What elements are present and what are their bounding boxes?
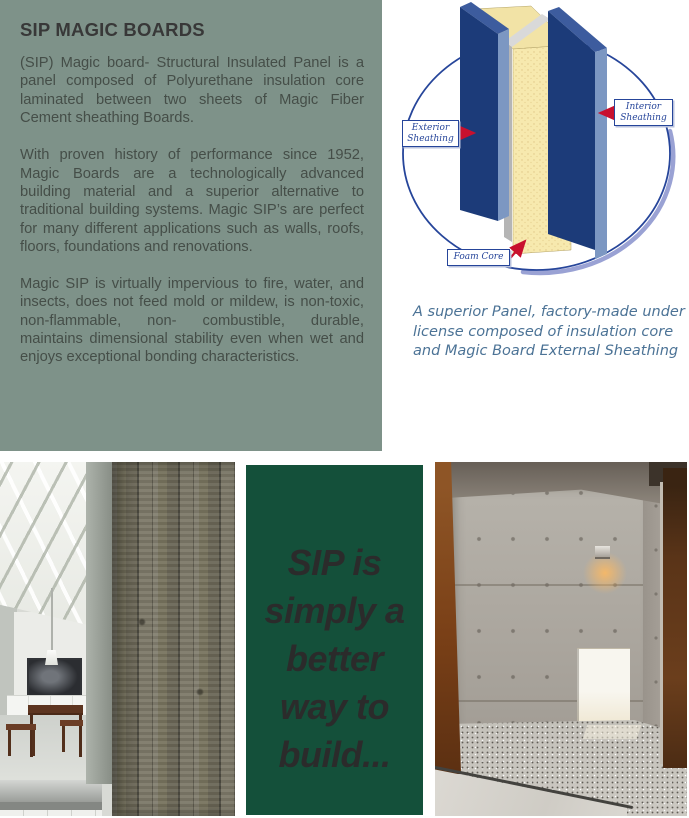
concrete-column [86,462,114,784]
wall-sconce [595,546,610,559]
photo-concrete-entry [435,462,687,816]
info-paragraph-1: (SIP) Magic board- Structural Insulated Panel is a panel composed of Polyurethane insulation core laminated between two sheets of Magic Fiber Cement sheathing Boards. [20,55,364,127]
right-wood-door [663,468,687,768]
exterior-sheathing-face [460,7,498,221]
quote-line-3: better [285,638,384,679]
info-panel [0,0,382,451]
bench-leg [8,730,11,756]
diagram-caption: A superior Panel, factory-made under license composed of insulation core and Magic Board External Sheathing [413,304,685,359]
quote-line-1: SIP is [287,542,382,583]
light-pool [583,725,642,739]
interior-sheathing-label: Interior Sheathing [614,99,673,126]
quote-line-5: build... [278,734,391,775]
exterior-sheathing-label: Exterior Sheathing [402,120,459,147]
quote-line-4: way to [279,686,390,727]
interior-sheathing-edge [595,48,607,259]
quote-panel [246,465,423,815]
bench-leg [32,730,35,756]
pendant-cord [51,588,53,652]
quote-line-2: simply a [264,590,405,631]
page-title: SIP MAGIC BOARDS [20,19,205,40]
sip-panel-diagram-art [388,2,688,302]
wood-plank-wall [112,462,235,816]
info-paragraph-3: Magic SIP is virtually impervious to fire, water, and insects, does not feed mold or mildew, is non-toxic, non-flammable, non- combustible, durable, maintains dimensional stability even when wet and enjoys exceptional bonding characteristics. [20,276,364,366]
dining-table [28,705,83,715]
sip-panel-diagram [388,2,688,302]
foam-core-label: Foam Core [447,249,510,266]
exterior-sheathing-edge [498,29,509,221]
step-face [0,802,102,810]
tile-strip [0,810,102,816]
interior-sheathing-face [548,11,595,250]
lit-doorway-opening [577,648,630,726]
info-paragraph-2: With proven history of performance since 1952, Magic Boards are a technologically advanced building material and a superior alternative to traditional building systems. Magic SIP’s are perfect for many different applications such as walls, roofs, floors, foundations and renovations. [20,147,364,255]
bench-leg [62,726,65,752]
photo-interior-wood-wall [0,462,235,816]
